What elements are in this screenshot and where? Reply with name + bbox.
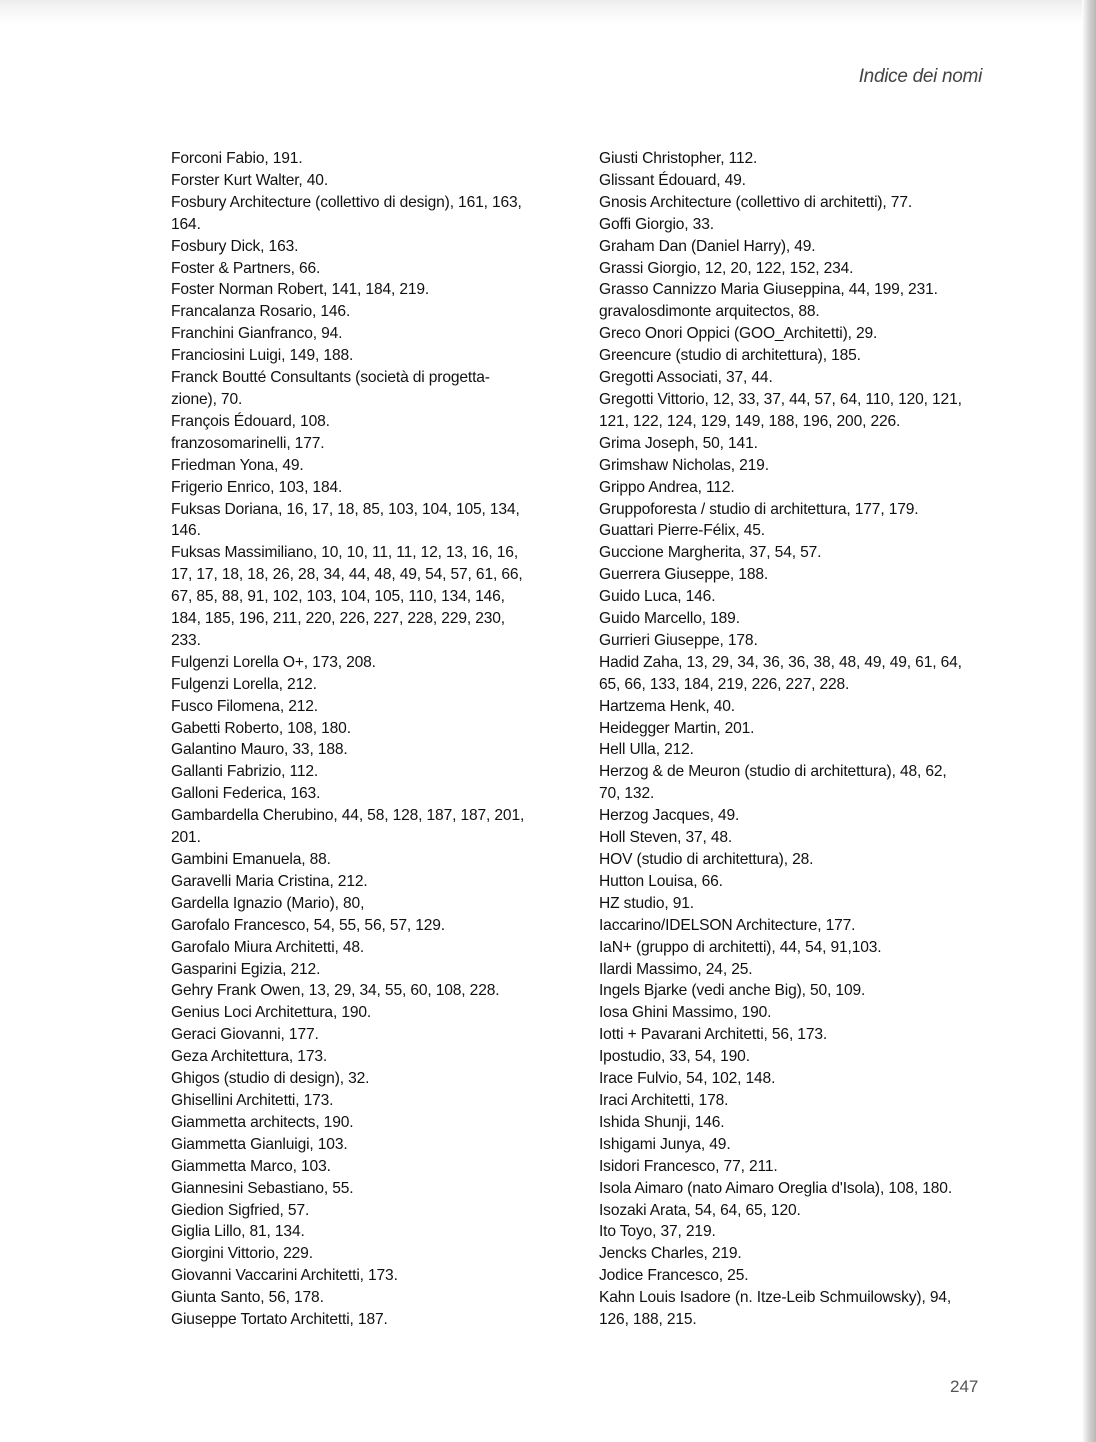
index-entry-line: Giunta Santo, 56, 178.: [171, 1289, 324, 1307]
index-entry-line: Garavelli Maria Cristina, 212.: [171, 872, 368, 890]
index-entry: [599, 433, 983, 455]
index-entry: [599, 1090, 983, 1112]
index-entry: [599, 367, 983, 389]
index-entry: [171, 477, 555, 499]
index-entry: [599, 696, 983, 718]
index-entry-line: Ito Toyo, 37, 219.: [599, 1223, 716, 1241]
index-entry-line: Guccione Margherita, 37, 54, 57.: [599, 544, 822, 562]
running-title: Indice dei nomi: [858, 66, 982, 87]
index-entry-line: Fosbury Architecture (collettivo di design), 161, 163,: [171, 193, 522, 211]
index-entry-line: zione), 70.: [171, 390, 243, 408]
index-entry: [599, 301, 983, 323]
index-entry: [599, 564, 983, 586]
index-entry-line: Gurrieri Giuseppe, 178.: [599, 631, 758, 649]
index-entry-line: 121, 122, 124, 129, 149, 188, 196, 200, 226.: [599, 412, 901, 430]
index-entry-line: 201.: [171, 829, 201, 847]
index-entry: [171, 674, 555, 696]
index-entry-line: Jodice Francesco, 25.: [599, 1267, 749, 1285]
index-entry-line: franzosomarinelli, 177.: [171, 434, 325, 452]
index-entry: [599, 148, 983, 170]
index-entry: [599, 1221, 983, 1243]
index-entry-line: Greencure (studio di architettura), 185.: [599, 347, 861, 365]
index-entry-line: Giammetta architects, 190.: [171, 1113, 354, 1131]
index-entry-line: Geraci Giovanni, 177.: [171, 1026, 319, 1044]
index-column-left: [171, 148, 555, 1331]
index-entry-line: Gallanti Fabrizio, 112.: [171, 763, 319, 781]
index-entry: [599, 389, 983, 433]
index-entry-line: Garofalo Francesco, 54, 55, 56, 57, 129.: [171, 916, 445, 934]
index-entry-line: Isola Aimaro (nato Aimaro Oreglia d'Isola), 108, 180.: [599, 1179, 953, 1197]
index-entry: [599, 258, 983, 280]
index-entry-line: Forster Kurt Walter, 40.: [171, 171, 329, 189]
index-entry-line: Giedion Sigfried, 57.: [171, 1201, 310, 1219]
index-entry: [171, 980, 555, 1002]
index-entry-line: Guido Marcello, 189.: [599, 610, 740, 628]
index-entry: [599, 718, 983, 740]
index-entry: [599, 1134, 983, 1156]
index-entry: [171, 301, 555, 323]
index-entry-line: Giammetta Gianluigi, 103.: [171, 1135, 348, 1153]
index-entry-line: Hadid Zaha, 13, 29, 34, 36, 36, 38, 48, 49, 49, 61, 64,: [599, 653, 962, 671]
index-entry-line: IaN+ (gruppo di architetti), 44, 54, 91,103.: [599, 938, 882, 956]
index-entry: [599, 1002, 983, 1024]
index-entry: [171, 411, 555, 433]
index-entry-line: Goffi Giorgio, 33.: [599, 215, 714, 233]
index-entry-line: Guerrera Giuseppe, 188.: [599, 566, 769, 584]
index-entry: [599, 477, 983, 499]
index-entry: [599, 980, 983, 1002]
index-entry-line: Grimshaw Nicholas, 219.: [599, 456, 769, 474]
index-entry: [171, 1243, 555, 1265]
index-entry: [599, 1287, 983, 1331]
index-entry-line: 70, 132.: [599, 785, 655, 803]
index-entry: [171, 1200, 555, 1222]
index-entry-line: Gregotti Vittorio, 12, 33, 37, 44, 57, 64, 110, 120, 121,: [599, 390, 962, 408]
index-entry-line: Hartzema Henk, 40.: [599, 697, 735, 715]
index-entry: [171, 236, 555, 258]
index-entry: [171, 718, 555, 740]
index-entry-line: Gabetti Roberto, 108, 180.: [171, 719, 351, 737]
page-edge-shadow: [1082, 0, 1096, 1442]
index-entry-line: Giammetta Marco, 103.: [171, 1157, 331, 1175]
index-entry: [599, 279, 983, 301]
index-entry: [599, 1024, 983, 1046]
index-entry: [171, 1178, 555, 1200]
index-entry: [599, 192, 983, 214]
index-entry-line: Giovanni Vaccarini Architetti, 173.: [171, 1267, 398, 1285]
index-entry: [599, 214, 983, 236]
index-entry: [171, 323, 555, 345]
index-entry: [599, 499, 983, 521]
index-entry: [171, 1024, 555, 1046]
index-entry: [171, 455, 555, 477]
index-entry-line: Fulgenzi Lorella O+, 173, 208.: [171, 653, 376, 671]
index-entry: [171, 652, 555, 674]
index-entry-line: Gruppoforesta / studio di architettura, 177, 179.: [599, 500, 919, 518]
index-entry-line: Giglia Lillo, 81, 134.: [171, 1223, 305, 1241]
index-entry-line: Herzog Jacques, 49.: [599, 807, 740, 825]
index-entry: [599, 652, 983, 696]
index-entry: [599, 455, 983, 477]
index-entry: [599, 1046, 983, 1068]
index-entry-line: Grima Joseph, 50, 141.: [599, 434, 758, 452]
index-entry-line: Garofalo Miura Architetti, 48.: [171, 938, 365, 956]
index-entry: [171, 258, 555, 280]
index-entry: [599, 761, 983, 805]
index-entry: [171, 279, 555, 301]
index-entry: [171, 1156, 555, 1178]
index-entry-line: Grippo Andrea, 112.: [599, 478, 735, 496]
index-entry-line: Frigerio Enrico, 103, 184.: [171, 478, 343, 496]
index-entry-line: 184, 185, 196, 211, 220, 226, 227, 228, 229, 230,: [171, 610, 505, 628]
index-entry-line: 67, 85, 88, 91, 102, 103, 104, 105, 110, 134, 146,: [171, 588, 505, 606]
index-entry-line: Graham Dan (Daniel Harry), 49.: [599, 237, 816, 255]
index-entry: [171, 1112, 555, 1134]
index-entry-line: Grassi Giorgio, 12, 20, 122, 152, 234.: [599, 259, 854, 277]
index-entry: [171, 805, 555, 849]
index-entry-line: Ghisellini Architetti, 173.: [171, 1091, 334, 1109]
index-entry: [171, 1287, 555, 1309]
index-entry-line: Giuseppe Tortato Architetti, 187.: [171, 1311, 388, 1329]
index-entry-line: Hutton Louisa, 66.: [599, 872, 723, 890]
index-entry: [171, 542, 555, 652]
index-entry-line: Franciosini Luigi, 149, 188.: [171, 347, 354, 365]
index-entry: [599, 871, 983, 893]
index-entry: [599, 542, 983, 564]
index-entry-line: Ipostudio, 33, 54, 190.: [599, 1048, 750, 1066]
index-entry: [171, 1046, 555, 1068]
index-entry: [171, 345, 555, 367]
index-entry-line: Grasso Cannizzo Maria Giuseppina, 44, 199, 231.: [599, 281, 938, 299]
index-entry-line: Gambardella Cherubino, 44, 58, 128, 187, 187, 201,: [171, 807, 525, 825]
index-entry-line: 65, 66, 133, 184, 219, 226, 227, 228.: [599, 675, 850, 693]
index-entry-line: 17, 17, 18, 18, 26, 28, 34, 44, 48, 49, 54, 57, 61, 66,: [171, 566, 523, 584]
index-entry-line: Galantino Mauro, 33, 188.: [171, 741, 348, 759]
index-entry-line: 233.: [171, 631, 201, 649]
index-entry-line: Iosa Ghini Massimo, 190.: [599, 1004, 772, 1022]
index-entry: [599, 805, 983, 827]
index-entry-line: Fuksas Massimiliano, 10, 10, 11, 11, 12, 13, 16, 16,: [171, 544, 519, 562]
index-entry: [171, 915, 555, 937]
index-entry-line: Foster Norman Robert, 141, 184, 219.: [171, 281, 430, 299]
index-entry: [171, 499, 555, 543]
index-entry-line: 146.: [171, 522, 201, 540]
index-entry-line: Galloni Federica, 163.: [171, 785, 321, 803]
index-entry: [599, 1243, 983, 1265]
index-entry-line: Franchini Gianfranco, 94.: [171, 325, 343, 343]
index-entry-line: Friedman Yona, 49.: [171, 456, 304, 474]
index-entry: [599, 849, 983, 871]
index-entry: [599, 170, 983, 192]
index-entry: [171, 148, 555, 170]
index-entry: [599, 915, 983, 937]
index-entry-line: Glissant Édouard, 49.: [599, 171, 746, 189]
index-entry: [599, 1112, 983, 1134]
index-entry: [171, 783, 555, 805]
index-entry-line: Iraci Architetti, 178.: [599, 1091, 729, 1109]
index-entry: [171, 849, 555, 871]
index-entry: [171, 170, 555, 192]
index-entry-line: Genius Loci Architettura, 190.: [171, 1004, 372, 1022]
index-entry: [599, 236, 983, 258]
index-entry: [599, 1200, 983, 1222]
index-entry-line: Herzog & de Meuron (studio di architettura), 48, 62,: [599, 763, 947, 781]
index-entry-line: Guido Luca, 146.: [599, 588, 716, 606]
index-entry-line: Foster & Partners, 66.: [171, 259, 321, 277]
index-entry-line: Fulgenzi Lorella, 212.: [171, 675, 317, 693]
index-entry-line: HZ studio, 91.: [599, 894, 694, 912]
index-entry-line: Ghigos (studio di design), 32.: [171, 1070, 370, 1088]
index-entry-line: 164.: [171, 215, 201, 233]
index-entry-line: Isidori Francesco, 77, 211.: [599, 1157, 778, 1175]
index-entry: [599, 1156, 983, 1178]
index-entry: [171, 1134, 555, 1156]
index-entry-line: Fusco Filomena, 212.: [171, 697, 318, 715]
index-entry: [599, 827, 983, 849]
index-entry: [599, 937, 983, 959]
index-entry-line: Greco Onori Oppici (GOO_Architetti), 29.: [599, 325, 878, 343]
index-entry-line: Gardella Ignazio (Mario), 80,: [171, 894, 365, 912]
index-entry-line: Fuksas Doriana, 16, 17, 18, 85, 103, 104, 105, 134,: [171, 500, 520, 518]
index-entry: [599, 1265, 983, 1287]
index-entry-line: Fosbury Dick, 163.: [171, 237, 299, 255]
index-entry: [599, 630, 983, 652]
index-entry-line: Iotti + Pavarani Architetti, 56, 173.: [599, 1026, 828, 1044]
index-entry: [599, 608, 983, 630]
index-entry: [171, 739, 555, 761]
index-entry: [599, 345, 983, 367]
index-entry: [171, 937, 555, 959]
index-entry-line: Giorgini Vittorio, 229.: [171, 1245, 313, 1263]
index-entry: [171, 1068, 555, 1090]
index-entry: [599, 893, 983, 915]
index-entry-line: Guattari Pierre-Félix, 45.: [599, 522, 765, 540]
index-entry-line: Isozaki Arata, 54, 64, 65, 120.: [599, 1201, 801, 1219]
index-entry: [171, 959, 555, 981]
index-entry: [599, 323, 983, 345]
page-number: 247: [950, 1377, 979, 1396]
index-entry: [171, 893, 555, 915]
index-entry: [599, 1068, 983, 1090]
index-entry-line: Jencks Charles, 219.: [599, 1245, 742, 1263]
index-entry-line: Iaccarino/IDELSON Architecture, 177.: [599, 916, 856, 934]
index-entry-line: Ilardi Massimo, 24, 25.: [599, 960, 753, 978]
index-entry: [599, 739, 983, 761]
index-entry: [171, 1309, 555, 1331]
index-entry: [599, 520, 983, 542]
index-entry-line: Gasparini Egizia, 212.: [171, 960, 321, 978]
index-entry-line: Hell Ulla, 212.: [599, 741, 694, 759]
index-entry-line: Forconi Fabio, 191.: [171, 150, 303, 167]
index-entry-line: Gehry Frank Owen, 13, 29, 34, 55, 60, 108, 228.: [171, 982, 500, 1000]
index-entry: [171, 761, 555, 783]
index-entry-line: HOV (studio di architettura), 28.: [599, 851, 814, 868]
index-entry-line: Ishida Shunji, 146.: [599, 1113, 725, 1131]
index-entry-line: Giannesini Sebastiano, 55.: [171, 1179, 354, 1197]
index-entry-line: Heidegger Martin, 201.: [599, 719, 755, 737]
index-entry: [599, 586, 983, 608]
index-entry-line: Gambini Emanuela, 88.: [171, 851, 331, 868]
index-entry-line: Holl Steven, 37, 48.: [599, 829, 733, 847]
index-entry-line: Irace Fulvio, 54, 102, 148.: [599, 1070, 776, 1088]
index-entry-line: Franck Boutté Consultants (società di progetta-: [171, 369, 490, 387]
index-entry: [171, 433, 555, 455]
index-entry: [171, 1265, 555, 1287]
index-entry-line: Ishigami Junya, 49.: [599, 1135, 731, 1153]
index-entry: [599, 959, 983, 981]
index-entry-line: Gregotti Associati, 37, 44.: [599, 369, 773, 387]
index-entry-line: 126, 188, 215.: [599, 1311, 697, 1329]
index-column-right: [599, 148, 983, 1331]
index-entry-line: Geza Architettura, 173.: [171, 1048, 328, 1066]
index-entry-line: Ingels Bjarke (vedi anche Big), 50, 109.: [599, 982, 866, 1000]
index-entry-line: François Édouard, 108.: [171, 412, 330, 430]
index-entry: [599, 1178, 983, 1200]
index-entry-line: Kahn Louis Isadore (n. Itze-Leib Schmuilowsky), 94,: [599, 1289, 952, 1307]
index-entry: [171, 192, 555, 236]
index-entry: [171, 696, 555, 718]
index-entry: [171, 367, 555, 411]
index-entry: [171, 1090, 555, 1112]
index-entry: [171, 1221, 555, 1243]
index-entry-line: Francalanza Rosario, 146.: [171, 303, 351, 321]
index-entry: [171, 871, 555, 893]
index-entry-line: Gnosis Architecture (collettivo di architetti), 77.: [599, 193, 913, 211]
index-entry-line: Giusti Christopher, 112.: [599, 150, 758, 167]
index-entry: [171, 1002, 555, 1024]
index-entry-line: gravalosdimonte arquitectos, 88.: [599, 303, 820, 321]
